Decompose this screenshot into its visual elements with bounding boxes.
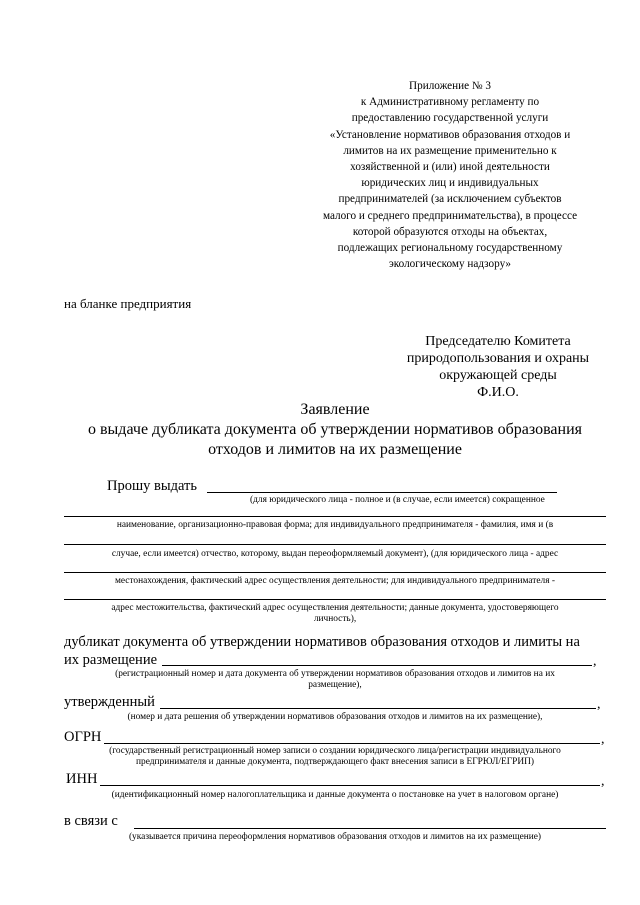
request-field-line[interactable] bbox=[64, 572, 606, 573]
annex-line: хозяйственной и (или) иной деятельности bbox=[350, 161, 550, 174]
request-hint: местонахождения, фактический адрес осуществления деятельности; для индивидуального предпринимателя - bbox=[114, 576, 556, 586]
annex-line: экологическому надзору» bbox=[388, 258, 512, 271]
addressee-line: Председателю Комитета bbox=[425, 334, 571, 349]
title-line: отходов и лимитов на их размещение bbox=[208, 441, 462, 458]
request-field-line[interactable] bbox=[207, 492, 557, 493]
annex-line: юридических лиц и индивидуальных bbox=[361, 177, 539, 190]
letterhead-note: на бланке предприятия bbox=[64, 296, 192, 311]
annex-block bbox=[300, 78, 600, 272]
duplicate-hint: (регистрационный номер и дата документа об утверждении нормативов образования отходов и лимитов на их bbox=[115, 669, 555, 679]
annex-line: предоставлению государственной услуги bbox=[351, 112, 549, 125]
request-field-line[interactable] bbox=[64, 599, 606, 600]
annex-line: к Административному регламенту по bbox=[360, 96, 540, 109]
annex-line: предпринимателей (за исключением субъектов bbox=[338, 193, 562, 206]
document-title bbox=[0, 400, 640, 460]
inn-label: ИНН bbox=[66, 771, 98, 787]
comma: , bbox=[593, 654, 597, 669]
reason-hint: (указывается причина переоформления нормативов образования отходов и лимитов на их размещение) bbox=[128, 832, 542, 842]
request-field-line[interactable] bbox=[64, 544, 606, 545]
addressee-line: Ф.И.О. bbox=[477, 385, 519, 400]
annex-line: лимитов на их размещение применительно к bbox=[343, 144, 557, 157]
request-hint: случае, если имеется) отчество, которому, выдан переоформляемый документ), (для юридического лица - адрес bbox=[111, 549, 559, 559]
inn-field-line[interactable] bbox=[100, 785, 600, 786]
annex-line: «Установление нормативов образования отходов и bbox=[329, 128, 571, 141]
comma: , bbox=[601, 732, 605, 747]
annex-line: малого и среднего предпринимательства), в процессе bbox=[322, 209, 578, 222]
annex-line: подлежащих региональному государственному bbox=[337, 242, 563, 255]
ogrn-hint: (государственный регистрационный номер записи о создании юридического лица/регистрации индивидуального bbox=[109, 746, 561, 756]
approved-label: утвержденный bbox=[64, 694, 155, 710]
reason-field-line[interactable] bbox=[134, 828, 606, 829]
addressee-line: природопользования и охраны bbox=[406, 351, 590, 366]
request-hint: личность), bbox=[313, 614, 357, 624]
annex-line: Приложение № 3 bbox=[409, 80, 491, 92]
request-hint: адрес местожительства, фактический адрес осуществления деятельности; данные документа, удостоверяющего bbox=[111, 603, 559, 613]
request-hint: (для юридического лица - полное и (в случае, если имеется) сокращенное bbox=[250, 495, 545, 505]
approved-field-line[interactable] bbox=[160, 708, 596, 709]
approved-hint: (номер и дата решения об утверждении нормативов образования отходов и лимитов на их размещение), bbox=[127, 712, 543, 722]
request-hint: наименование, организационно-правовая форма; для индивидуального предпринимателя - фамилия, имя и (в bbox=[116, 520, 554, 530]
comma: , bbox=[601, 774, 605, 789]
request-field-line[interactable] bbox=[64, 516, 606, 517]
duplicate-text: дубликат документа об утверждении нормативов образования отходов и лимиты на bbox=[64, 634, 580, 650]
reason-label: в связи с bbox=[64, 813, 118, 829]
addressee-block bbox=[380, 333, 616, 401]
duplicate-field-line[interactable] bbox=[162, 665, 592, 666]
title-line: о выдаче дубликата документа об утверждении нормативов образования bbox=[88, 421, 582, 438]
ogrn-field-line[interactable] bbox=[104, 743, 600, 744]
title-line: Заявление bbox=[300, 401, 370, 418]
addressee-line: окружающей среды bbox=[439, 368, 557, 383]
comma: , bbox=[597, 697, 601, 712]
duplicate-text: их размещение bbox=[64, 652, 158, 668]
inn-hint: (идентификационный номер налогоплательщика и данные документа о постановке на учет в налоговом органе) bbox=[111, 790, 559, 800]
duplicate-hint: размещение), bbox=[308, 680, 362, 690]
request-label: Прошу выдать bbox=[107, 478, 197, 494]
annex-line: которой образуются отходы на объектах, bbox=[352, 225, 548, 238]
ogrn-label: ОГРН bbox=[64, 729, 102, 745]
ogrn-hint: предпринимателя и данные документа, подтверждающего факт внесения записи в ЕГРЮЛ/ЕГРИП) bbox=[135, 757, 534, 767]
